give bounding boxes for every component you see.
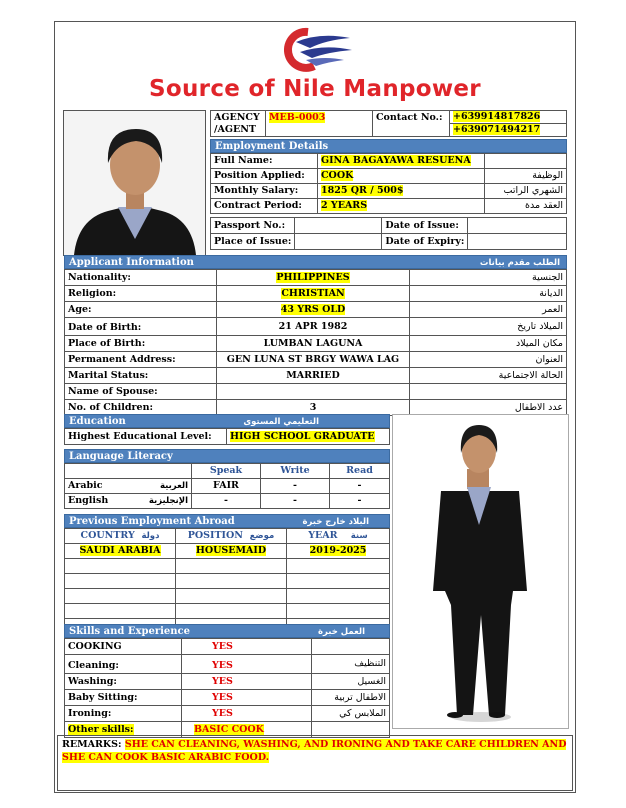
other-skills-value: BASIC COOK: [194, 723, 264, 735]
country-header: COUNTRY: [80, 530, 135, 541]
marital-value: MARRIED: [217, 368, 410, 384]
contact-label: Contact No.:: [373, 111, 450, 137]
table-row: Washing: YES الغسيل: [65, 674, 390, 690]
source-of-nile-logo-icon: [270, 26, 356, 74]
applicant-section-arabic: الطلب مقدم بيانات: [479, 258, 560, 268]
date-issue-label: Date of Issue:: [382, 218, 468, 234]
position-applied-value: COOK: [321, 170, 354, 181]
table-row: Cleaning: YES التنظيف: [65, 655, 390, 674]
language-table: [64, 463, 390, 509]
contract-period-value: 2 YEARS: [321, 200, 368, 211]
table-row: Date of Birth: 21 APR 1982 الميلاد تاريخ: [65, 318, 567, 336]
table-row: English الإنجليزية - - -: [65, 494, 390, 509]
position-applied-label: Position Applied:: [211, 169, 318, 184]
place-issue-label: Place of Issue:: [211, 234, 295, 250]
employment-table: [210, 153, 567, 214]
table-row: Place of Birth: LUMBAN LAGUNA مكان الميلاد: [65, 336, 567, 352]
language-section-title: Language Literacy: [69, 451, 173, 462]
education-section-arabic: التعليمي المستوى: [243, 417, 319, 427]
table-row: Name of Spouse:: [65, 384, 567, 400]
table-row: Marital Status: MARRIED الحالة الاجتماعية: [65, 368, 567, 384]
education-table: [64, 428, 390, 445]
read-header: Read: [330, 464, 390, 479]
write-header: Write: [261, 464, 330, 479]
year-header: YEAR: [308, 530, 338, 541]
table-row: COOKING YES: [65, 639, 390, 655]
remarks-box: [57, 735, 573, 791]
other-skills-label: Other skills:: [68, 723, 134, 735]
applicant-section-bar: [64, 255, 567, 269]
agency-table: [210, 110, 567, 137]
table-row: No. of Children: 3 عدد الاطفال: [65, 400, 567, 416]
date-expiry-label: Date of Expiry:: [382, 234, 468, 250]
applicant-portrait: [63, 110, 206, 256]
dob-value: 21 APR 1982: [217, 318, 410, 336]
employment-section-bar: [210, 139, 567, 153]
previous-employment-section-bar: [64, 514, 390, 528]
table-row: Nationality: PHILIPPINES الجنسية: [65, 270, 567, 286]
table-row: [65, 544, 390, 559]
applicant-section-title: Applicant Information: [69, 257, 194, 268]
education-value: HIGH SCHOOL GRADUATE: [230, 430, 375, 442]
education-section-bar: [64, 414, 390, 428]
position-header: POSITION: [187, 530, 243, 541]
religion-value: CHRISTIAN: [281, 287, 345, 299]
applicant-table: [64, 269, 567, 416]
table-row: [65, 574, 390, 589]
monthly-salary-label: Monthly Salary:: [211, 184, 318, 199]
prev-year-value: 2019-2025: [309, 545, 367, 556]
age-value: 43 YRS OLD: [280, 303, 346, 315]
passport-table: [210, 217, 567, 250]
prev-country-value: SAUDI ARABIA: [79, 545, 161, 556]
agency-title: Source of Nile Manpower: [149, 76, 481, 102]
nationality-value: PHILIPPINES: [276, 271, 350, 283]
full-name-label: Full Name:: [211, 154, 318, 169]
remarks-label: REMARKS:: [62, 739, 122, 750]
monthly-salary-value: 1825 QR / 500$: [321, 185, 404, 196]
table-row: Arabic العربية FAIR - -: [65, 479, 390, 494]
contact-number-1: +639914817826: [453, 111, 541, 122]
skills-section-arabic: العمل خبرة: [317, 627, 365, 637]
position-arabic: الوظيفة: [485, 169, 567, 184]
remarks-text: SHE CAN CLEANING, WASHING, AND IRONING AND TAKE CARE CHILDREN AND SHE CAN COOK BASIC ARABIC FOOD.: [62, 739, 567, 763]
education-label: Highest Educational Level:: [65, 429, 227, 445]
skills-table: [64, 638, 390, 738]
language-section-bar: [64, 449, 390, 463]
previous-section-arabic: البلاد خارج خبرة: [302, 517, 369, 527]
contact-number-2: +639071494217: [453, 124, 541, 135]
pob-value: LUMBAN LAGUNA: [217, 336, 410, 352]
children-value: 3: [217, 400, 410, 416]
full-name-value: GINA BAGAYAWA RESUENA: [321, 155, 471, 166]
agency-label: AGENCY /AGENT: [211, 111, 266, 137]
speak-header: Speak: [192, 464, 261, 479]
table-row: Religion: CHRISTIAN الديانة: [65, 286, 567, 302]
applicant-full-body-photo: [392, 414, 569, 729]
salary-arabic: الشهري الراتب: [485, 184, 567, 199]
table-row: Baby Sitting: YES الاطفال تربية: [65, 690, 390, 706]
table-row: Age: 43 YRS OLD العمر: [65, 302, 567, 318]
english-language-label: English: [68, 495, 109, 506]
education-section-title: Education: [69, 416, 126, 427]
employment-section-title: Employment Details: [215, 141, 329, 152]
previous-employment-table: COUNTRY دولة POSITION موضع YEAR سنة SAUDI ARABIA HOUSEMAID 2019-2025: [64, 528, 390, 634]
table-row: Permanent Address: GEN LUNA ST BRGY WAWA LAG العنوان: [65, 352, 567, 368]
arabic-language-label: Arabic: [68, 480, 103, 491]
previous-section-title: Previous Employment Abroad: [69, 516, 235, 527]
skills-section-bar: [64, 624, 390, 638]
contract-arabic: العقد مدة: [485, 199, 567, 214]
table-row: [65, 559, 390, 574]
prev-position-value: HOUSEMAID: [195, 545, 267, 556]
contract-period-label: Contract Period:: [211, 199, 318, 214]
address-value: GEN LUNA ST BRGY WAWA LAG: [217, 352, 410, 368]
table-row: [65, 589, 390, 604]
agency-code: MEB-0003: [269, 112, 326, 123]
skills-section-title: Skills and Experience: [69, 626, 190, 637]
table-row: [65, 604, 390, 619]
table-row: Ironing: YES الملابس كي: [65, 706, 390, 722]
passport-label: Passport No.:: [211, 218, 295, 234]
